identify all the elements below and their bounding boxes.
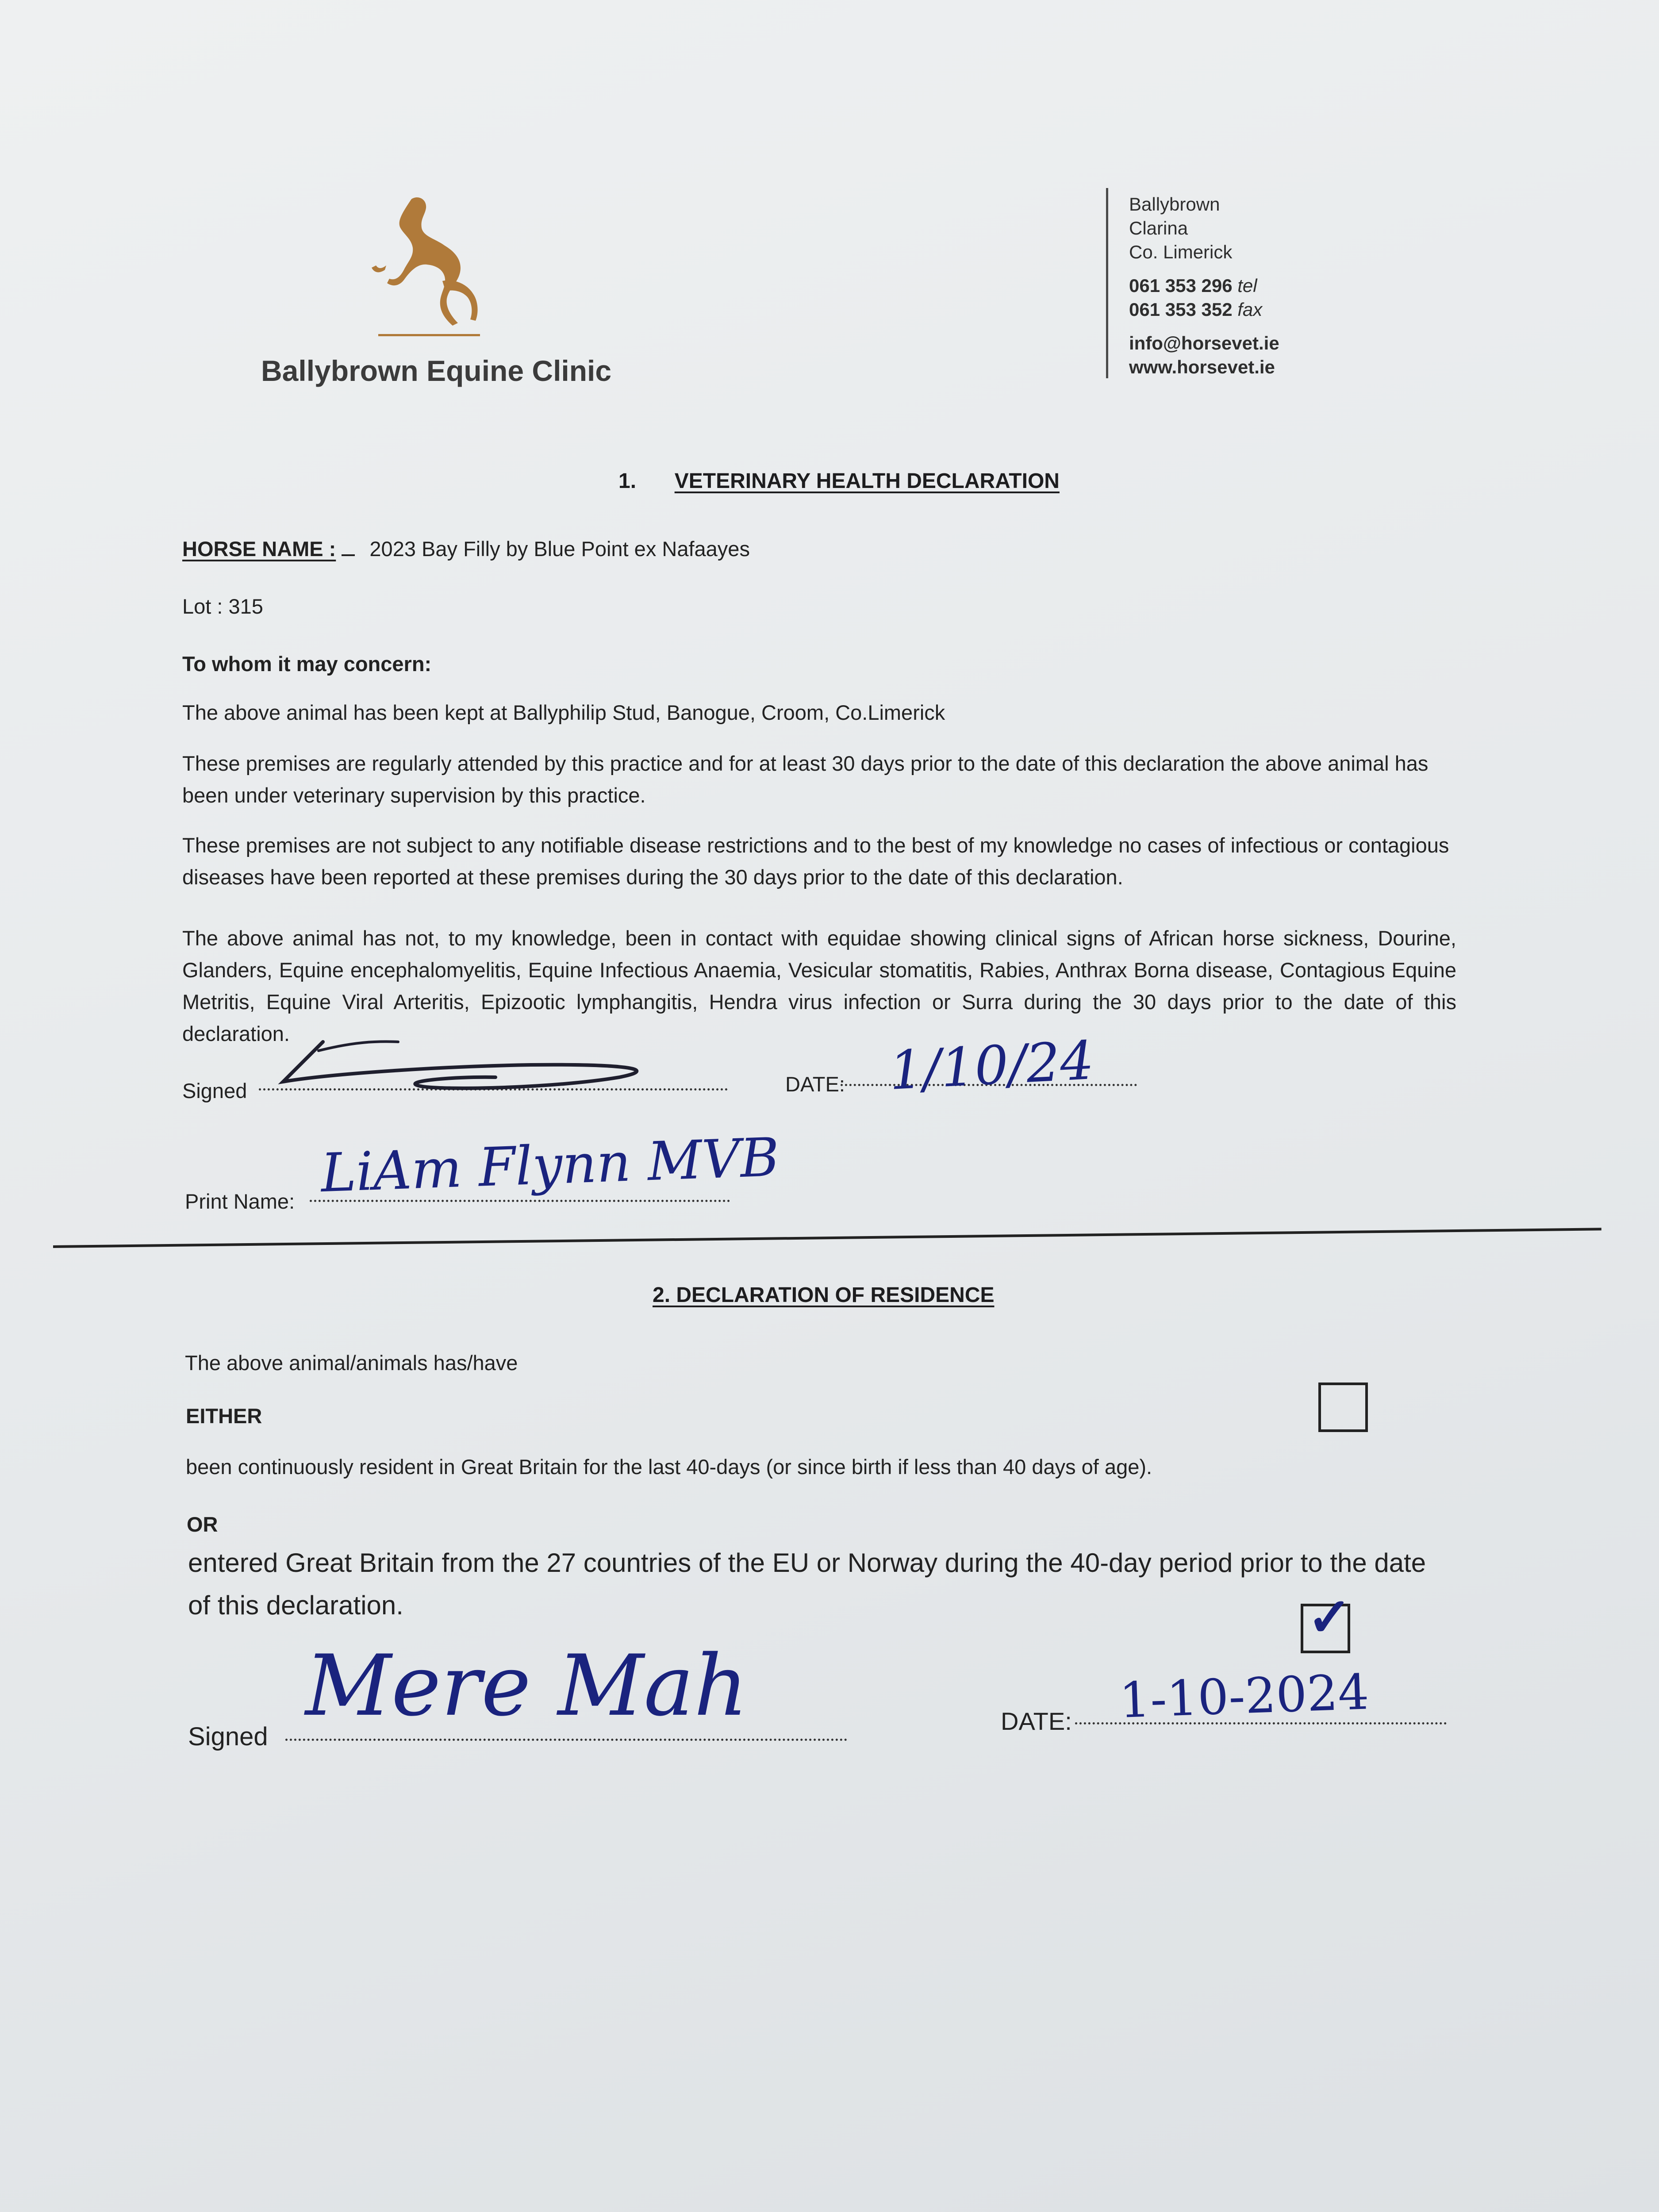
horse-logo-icon bbox=[369, 195, 489, 341]
horse-name-row bbox=[182, 533, 750, 565]
option1-checkbox[interactable] bbox=[1318, 1382, 1368, 1432]
section1-date-label: DATE: bbox=[785, 1072, 845, 1096]
section2-date-label: DATE: bbox=[1001, 1707, 1072, 1735]
website: www.horsevet.ie bbox=[1129, 357, 1275, 377]
vet-signature-scribble bbox=[265, 1033, 672, 1104]
email: info@horsevet.ie bbox=[1129, 333, 1279, 353]
section2-title: 2. DECLARATION OF RESIDENCE bbox=[653, 1283, 995, 1307]
section2-date-value: 1-10-2024 bbox=[1118, 1663, 1370, 1729]
section2-intro: The above animal/animals has/have bbox=[185, 1351, 518, 1375]
header-divider bbox=[1106, 188, 1108, 378]
paragraph-restrictions: These premises are not subject to any notifiable disease restrictions and to the best of my knowledge no cases of infectious or contagious diseases have been reported at these premises during the 30 days prior to the date of this declaration. bbox=[182, 833, 1449, 889]
address-line3: Co. Limerick bbox=[1129, 242, 1233, 262]
option2-text: entered Great Britain from the 27 countries of the EU or Norway during the 40-day period prior to the date of this declaration. bbox=[188, 1548, 1426, 1620]
owner-signature: Mere Mah bbox=[305, 1637, 748, 1735]
section1-signed-label: Signed bbox=[182, 1079, 247, 1102]
horse-name-label: HORSE NAME : bbox=[182, 537, 336, 561]
address-line2: Clarina bbox=[1129, 218, 1188, 238]
clinic-name: Ballybrown Equine Clinic bbox=[261, 354, 612, 387]
tel-number: 061 353 296 bbox=[1129, 275, 1233, 296]
lot-number: Lot : 315 bbox=[182, 595, 263, 618]
address-line1: Ballybrown bbox=[1129, 194, 1220, 215]
or-label: OR bbox=[187, 1513, 218, 1536]
print-name-label: Print Name: bbox=[185, 1190, 295, 1213]
option1-text: been continuously resident in Great Britain for the last 40-days (or since birth if less than 40 days of age). bbox=[186, 1455, 1152, 1479]
section2-signed-label: Signed bbox=[188, 1722, 268, 1751]
paragraph-contact: The above animal has not, to my knowledge, been in contact with equidae showing clinical signs of African horse sickness, Dourine, Glanders, Equine encephalomyelitis, Equine Infectious Anaemia, Vesicular stomatitis, Rabies, Anthrax Borna disease, Contagious Equine Metritis, Equine Viral Arteritis, Epizootic lymphangitis, Hendra virus infection or Surra during the 30 days prior to the date of this declaration. bbox=[182, 926, 1456, 1045]
salutation: To whom it may concern: bbox=[182, 652, 432, 676]
tel-line bbox=[1129, 274, 1279, 298]
contact-block bbox=[1129, 192, 1279, 379]
fax-line bbox=[1129, 298, 1279, 322]
horse-name-value: 2023 Bay Filly by Blue Point ex Nafaayes bbox=[369, 537, 750, 561]
print-name-value: LiAm Flynn MVB bbox=[319, 1126, 780, 1205]
section1-date-value: 1/10/24 bbox=[887, 1029, 1095, 1102]
fax-number: 061 353 352 bbox=[1129, 299, 1233, 320]
section1-heading bbox=[618, 469, 1060, 493]
section-divider bbox=[53, 1228, 1601, 1248]
either-label: EITHER bbox=[186, 1404, 262, 1428]
tel-label: tel bbox=[1237, 275, 1257, 296]
paragraph-supervision: These premises are regularly attended by this practice and for at least 30 days prior to the date of this declaration the above animal has been under veterinary supervision by this practice. bbox=[182, 752, 1429, 807]
section1-title: VETERINARY HEALTH DECLARATION bbox=[674, 469, 1060, 493]
option2-check-mark: ✓ bbox=[1307, 1586, 1352, 1648]
section1-number: 1. bbox=[618, 469, 637, 493]
section2-signature-line bbox=[285, 1739, 847, 1741]
paragraph-premises: The above animal has been kept at Ballyphilip Stud, Banogue, Croom, Co.Limerick bbox=[182, 701, 945, 724]
fax-label: fax bbox=[1237, 299, 1263, 320]
